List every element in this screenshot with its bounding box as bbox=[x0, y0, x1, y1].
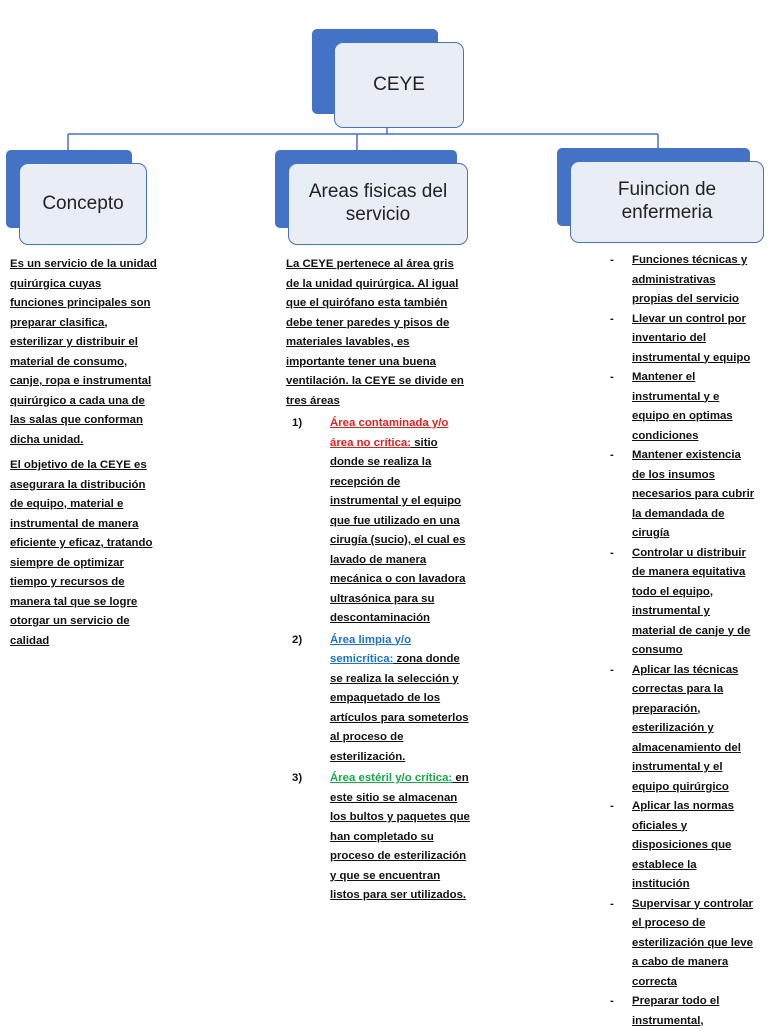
bullet-dash: - bbox=[610, 995, 614, 1007]
areas-node bbox=[288, 163, 468, 245]
concepto-paragraph: Es un servicio de la unidad quirúrgica cuyas funciones principales son preparar clasifica, esterilizar y distribuir el material de consumo, canje, ropa e instrumental quirúrgico a cada una de las salas que conforman dicha unidad. bbox=[10, 258, 157, 446]
area-label: Área estéril y/o crítica: bbox=[330, 772, 453, 784]
bullet-dash: - bbox=[610, 312, 614, 325]
funcion-text: Controlar u distribuir de manera equitativa todo el equipo, instrumental y material de canje y de consumo bbox=[632, 546, 751, 656]
bullet-dash: - bbox=[610, 800, 614, 812]
list-number: 1) bbox=[292, 417, 303, 429]
concepto-node bbox=[19, 163, 147, 245]
list-item bbox=[610, 895, 756, 993]
funciones-node-label: Fuincion de enfermeria bbox=[617, 179, 717, 223]
concepto-node-label: Concepto bbox=[42, 192, 124, 214]
funcion-text: Aplicar las normas oficiales y disposiciones que establece la institución bbox=[632, 800, 734, 890]
list-item bbox=[610, 368, 756, 446]
areas-intro bbox=[286, 255, 468, 417]
funcion-text: Preparar todo el instrumental, bbox=[632, 995, 720, 1027]
list-number: 2) bbox=[292, 633, 303, 646]
list-item bbox=[610, 310, 756, 369]
funcion-text: Mantener existencia de los insumos necesarios para cubrir la demandada de cirugía bbox=[632, 449, 755, 539]
area-description: sitio donde se realiza la recepción de instrumental y el equipo que fue utilizado en una cirugía (sucio), el cual es lavado de manera mecánica o con lavadora ultrasónica para su descontaminación bbox=[330, 436, 466, 624]
list-item bbox=[292, 631, 470, 768]
list-item bbox=[610, 251, 756, 310]
funcion-text: Supervisar y controlar el proceso de esterilización que leve a cabo de manera correcta bbox=[632, 897, 753, 988]
root-node-label: CEYE bbox=[373, 73, 425, 95]
area-label: Área limpia y/o semicrítica: bbox=[330, 633, 412, 665]
root-node bbox=[334, 42, 464, 128]
list-item bbox=[610, 797, 756, 895]
area-description: en este sitio se almacenan los bultos y paquetes que han completado su proceso de esterilización y que se encuentran listos para ser utilizados. bbox=[330, 772, 470, 901]
list-item bbox=[610, 544, 756, 661]
list-item bbox=[610, 446, 756, 544]
areas-list bbox=[292, 414, 470, 908]
area-label: Área contaminada y/o área no crítica: bbox=[330, 417, 449, 449]
bullet-dash: - bbox=[610, 897, 614, 910]
list-item bbox=[610, 661, 756, 798]
list-number: 3) bbox=[292, 772, 303, 784]
funcion-text: Llevar un control por inventario del instrumental y equipo bbox=[632, 312, 751, 364]
funciones-list bbox=[610, 251, 756, 1031]
list-item bbox=[292, 769, 470, 906]
bullet-dash: - bbox=[610, 449, 614, 461]
concepto-text bbox=[10, 255, 158, 657]
funciones-node bbox=[570, 161, 764, 243]
funcion-text: Funciones técnicas y administrativas propias del servicio bbox=[632, 254, 748, 305]
areas-node-label: Areas fisicas del servicio bbox=[308, 181, 448, 225]
bullet-dash: - bbox=[610, 546, 614, 559]
bullet-dash: - bbox=[610, 371, 614, 383]
funcion-text: Mantener el instrumental y e equipo en optimas condiciones bbox=[632, 371, 733, 442]
bullet-dash: - bbox=[610, 254, 614, 266]
bullet-dash: - bbox=[610, 663, 614, 676]
concepto-paragraph: El objetivo de la CEYE es asegurara la distribución de equipo, material e instrumental de manera eficiente y eficaz, tratando siempre de optimizar tiempo y recursos de manera tal que se logre otorgar un servicio de calidad bbox=[10, 459, 153, 647]
list-item bbox=[610, 992, 756, 1031]
areas-intro-paragraph: La CEYE pertenece al área gris de la unidad quirúrgica. Al igual que el quirófano esta también debe tener paredes y pisos de materiales lavables, es importante tener una buena ventilación. la CEYE se divide en tres áreas bbox=[286, 258, 464, 407]
funcion-text: Aplicar las técnicas correctas para la preparación, esterilización y almacenamiento del instrumental y el equipo quirúrgico bbox=[632, 663, 741, 793]
list-item bbox=[292, 414, 470, 629]
area-description: zona donde se realiza la selección y empaquetado de los artículos para someterlos al proceso de esterilización. bbox=[330, 653, 469, 763]
